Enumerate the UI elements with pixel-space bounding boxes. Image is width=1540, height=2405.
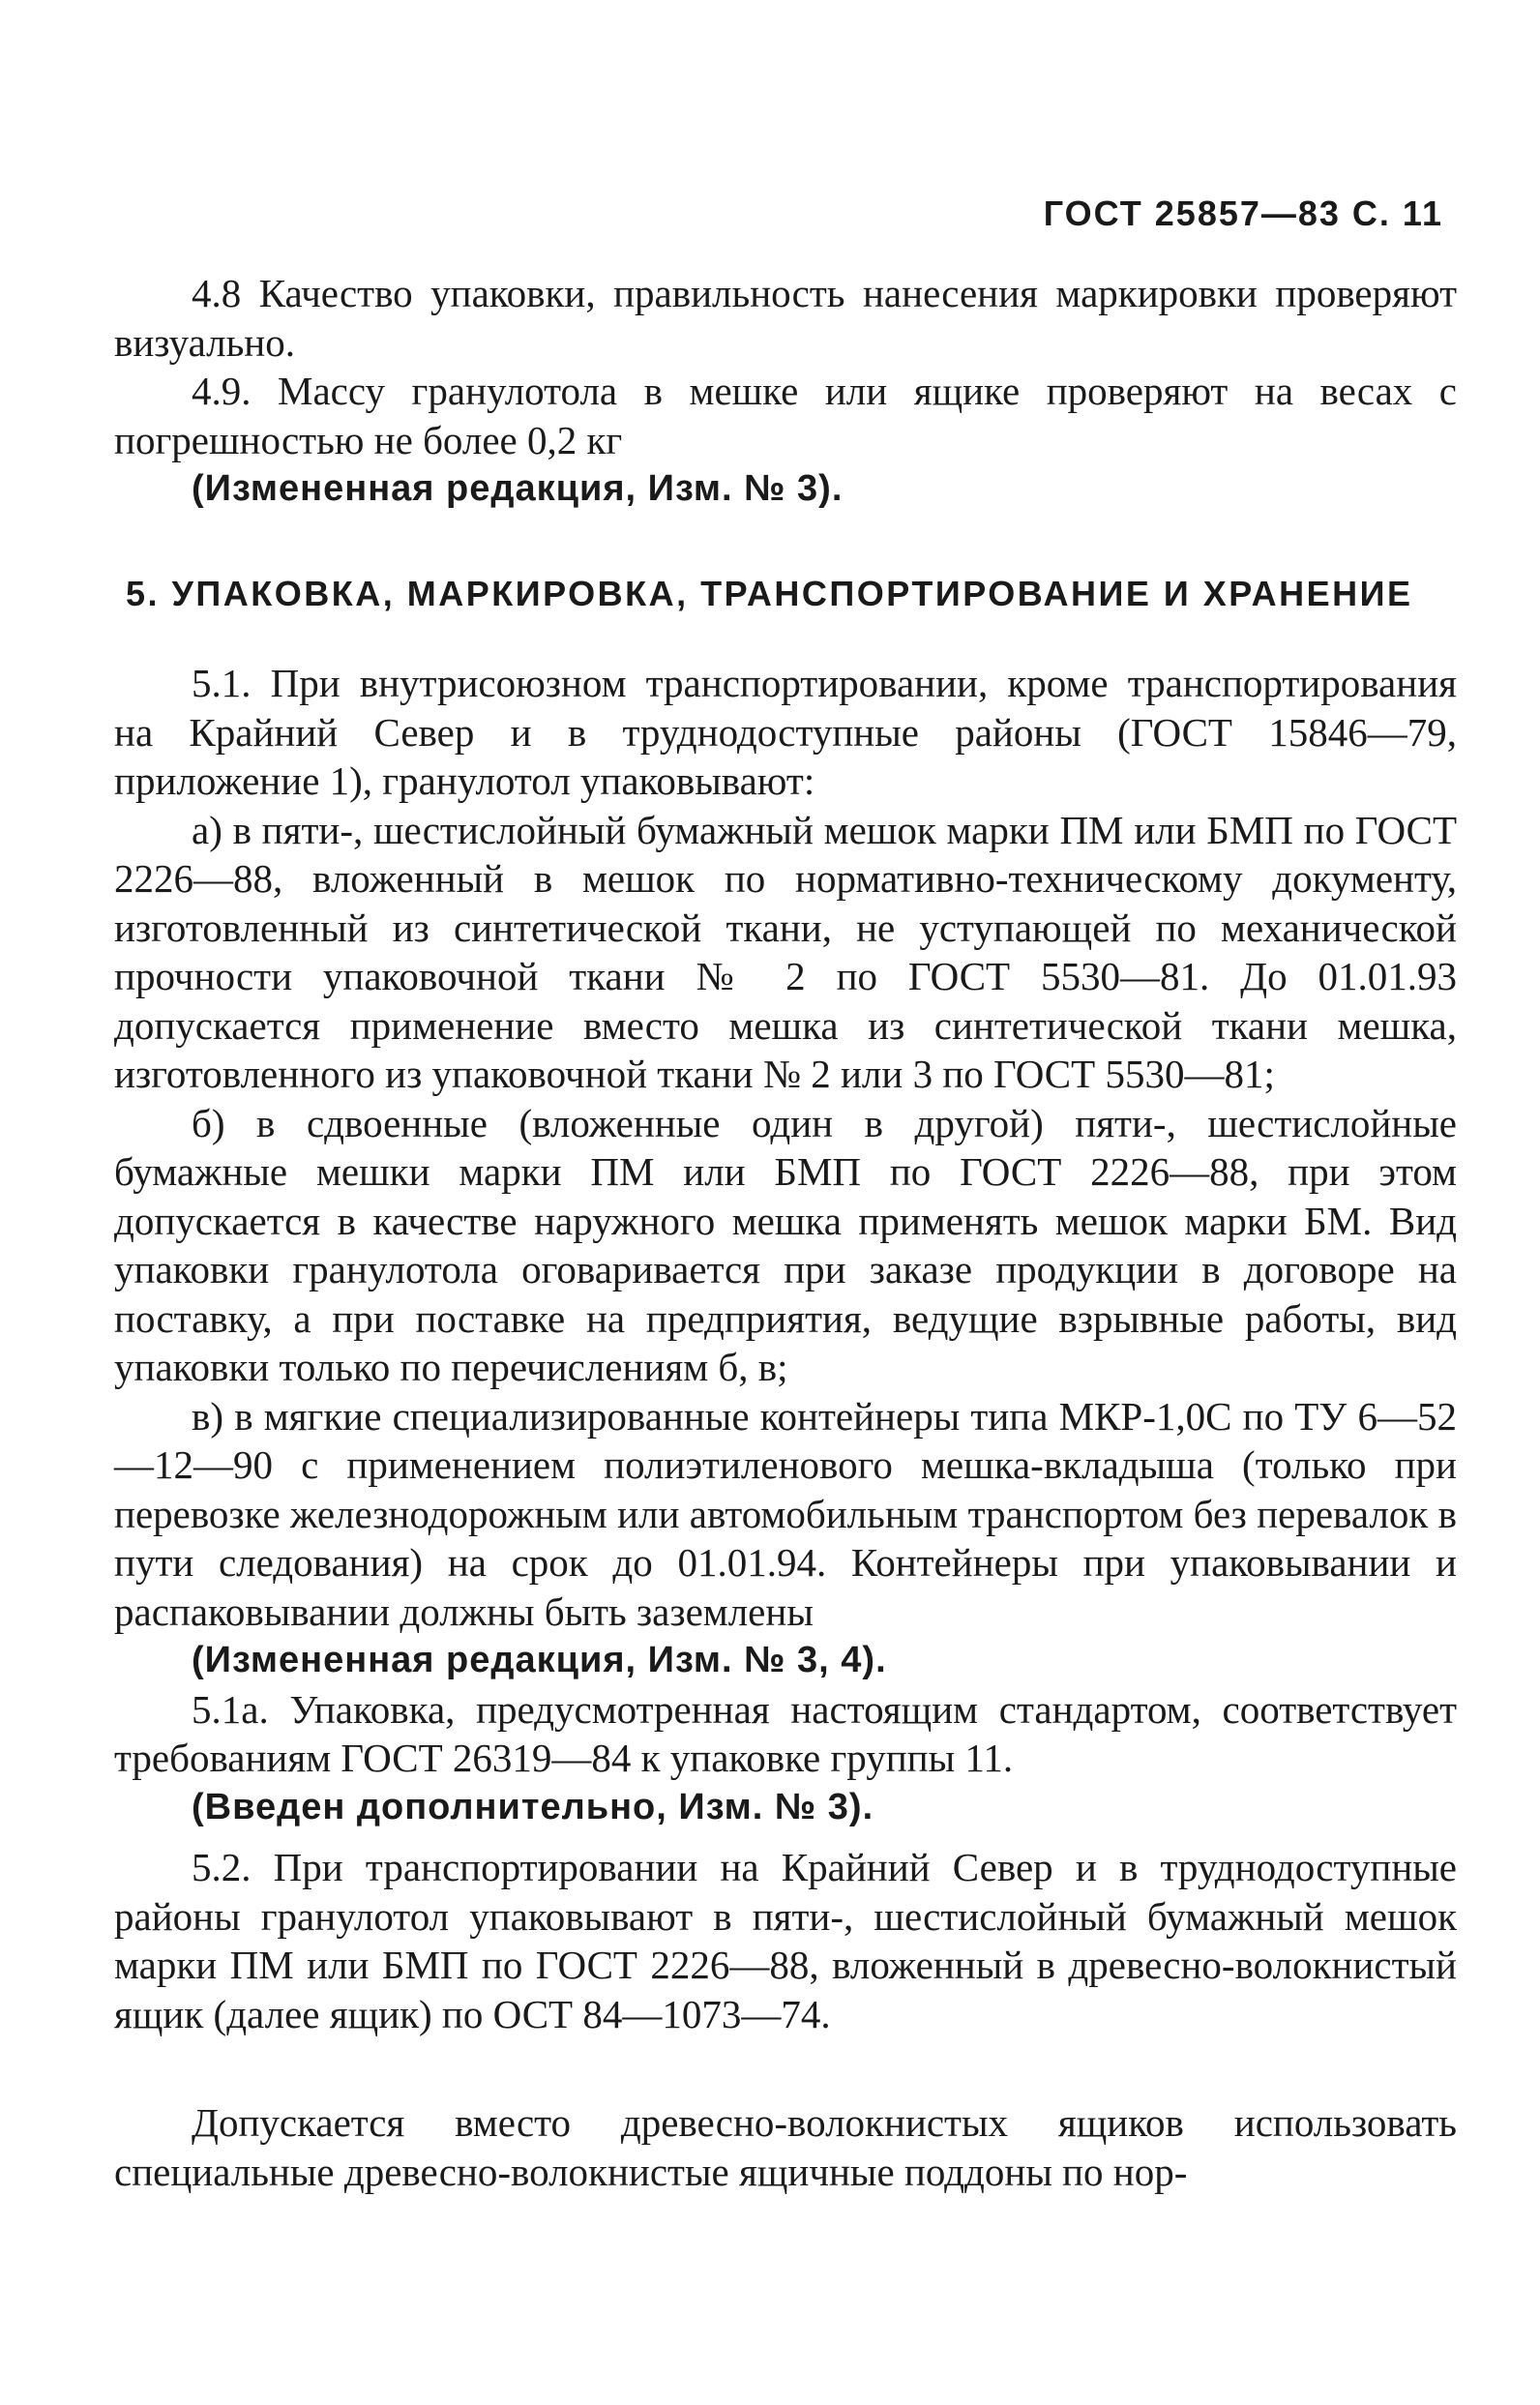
amendment-note: (Измененная редакция, Изм. № 3, 4).	[192, 1640, 887, 1680]
paragraph-4-9: 4.9. Массу гранулотола в мешке или ящике проверяют на весах с погрешностью не более 0,2 кг	[114, 369, 1457, 462]
list-item-v: в) в мягкие специализированные контейнеры типа МКР-1,0С по ТУ 6—52—12—90 с применением полиэтиленового мешка-вкладыша (только при перевозке железнодорожным или автомобильным транспортом без перевалок в пути следования) на срок до 01.01.94. Контейнеры при упаковывании и распаковывании должны быть заземлены	[114, 1393, 1457, 1634]
amendment-note: (Измененная редакция, Изм. № 3).	[192, 468, 844, 509]
list-item-b: б) в сдвоенные (вложенные один в другой) пяти-, шестислойные бумажные мешки марки ПМ или БМП по ГОСТ 2226—88, при этом допускается в качестве наружного мешка применять мешок марки БМ. Вид упаковки гранулотола оговаривается при заказе продукции в договоре на поставку, а при поставке на предприятия, ведущие взрывные работы, вид упаковки только по перечислениям б, в;	[114, 1100, 1457, 1389]
section-title: 5. УПАКОВКА, МАРКИРОВКА, ТРАНСПОРТИРОВАНИЕ И ХРАНЕНИЕ	[126, 573, 1413, 613]
list-item-a: а) в пяти-, шестислойный бумажный мешок марки ПМ или БМП по ГОСТ 2226—88, вложенный в мешок по нормативно-техническому документу, изготовленный из синтетической ткани, не уступающей по механической прочности упаковочной ткани № 2 по ГОСТ 5530—81. До 01.01.93 допускается применение вместо мешка из синтетической ткани мешка, изготовленного из упаковочной ткани № 2 или 3 по ГОСТ 5530—81;	[114, 807, 1457, 1096]
paragraph-continuation: Допускается вместо древесно-волокнистых ящиков использовать специальные древесно-волокнистые ящичные поддоны по нор-	[114, 2100, 1457, 2194]
page-header: ГОСТ 25857—83 С. 11	[1043, 193, 1443, 233]
paragraph-5-1: 5.1. При внутрисоюзном транспортировании, кроме транспортирования на Крайний Север и в труднодоступные районы (ГОСТ 15846—79, приложение 1), гранулотол упаковывают:	[114, 661, 1457, 803]
paragraph-5-1a: 5.1а. Упаковка, предусмотренная настоящим стандартом, соответствует требованиям ГОСТ 26319—84 к упаковке группы 11.	[114, 1686, 1457, 1780]
document-body	[114, 269, 1457, 2196]
paragraph-5-2: 5.2. При транспортировании на Крайний Север и в труднодоступные районы гранулотол упаковывают в пяти-, шестислойный бумажный мешок марки ПМ или БМП по ГОСТ 2226—88, вложенный в древесно-волокнистый ящик (далее ящик) по ОСТ 84—1073—74.	[114, 1845, 1457, 2036]
paragraph-4-8: 4.8 Качество упаковки, правильность нанесения маркировки проверяют визуально.	[114, 271, 1457, 365]
amendment-note: (Введен дополнительно, Изм. № 3).	[192, 1786, 874, 1827]
